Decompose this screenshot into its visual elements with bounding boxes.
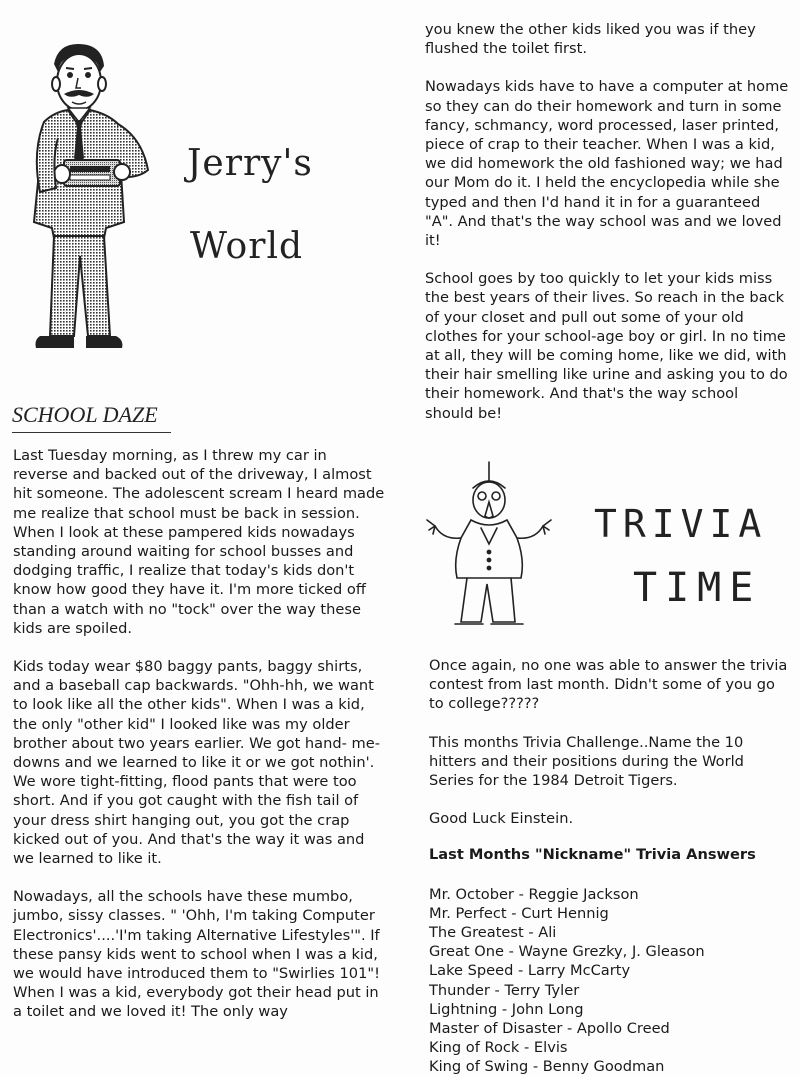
trivia-challenge: This months Trivia Challenge..Name the 10 hitters and their positions during the World Series for the 1984 Detroit Tigers. [429, 733, 744, 790]
list-item: Master of Disaster - Apollo Creed [429, 1020, 670, 1038]
right-column [425, 20, 791, 423]
list-item: The Greatest - Ali [429, 924, 557, 942]
article-paragraph: Nowadays, all the schools have these mumbo, jumbo, sissy classes. " 'Ohh, I'm taking Computer Electronics'....'I'm taking Alternative Lifestyles'". If these pansy kids went to school when I was a kid, we would have introduced them to "Swirlies 101"! When I was a kid, everybody got their head put in a toilet and we loved it! The only way [13, 888, 380, 1021]
masthead-title-line2: World [190, 226, 303, 267]
article-paragraph: School goes by too quickly to let your kids miss the best years of their lives. So reach in the back of your closet and pull out some of your old clothes for your school-age boy or girl. In no time at all, they will be coming home, like we did, with their hair smelling like urine and asking you to do their homework. And that's the way school should be! [425, 270, 788, 422]
shrugging-man-illustration [425, 460, 560, 640]
list-item: Lightning - John Long [429, 1000, 584, 1018]
article-paragraph: Kids today wear $80 baggy pants, baggy shirts, and a baseball cap backwards. "Ohh-hh, we want to look like all the other kids". When I was a kid, the only "other kid" I looked like was my older brother about two years earlier. We got hand- me-downs and we learned to like it or we got nothin'. We wore tight-fitting, flood pants that were too short. And if you got caught with the fish tail of your dress shirt hanging out, you got the crap kicked out of you. And that's the way it was and we learned to like it. [13, 658, 380, 868]
article-headline: SCHOOL DAZE [12, 402, 158, 427]
list-item: Mr. Perfect - Curt Hennig [429, 904, 609, 922]
left-column [13, 446, 385, 1022]
headline-underline [12, 432, 171, 433]
trivia-answers-heading: Last Months "Nickname" Trivia Answers [429, 846, 756, 864]
article-paragraph: you knew the other kids liked you was if they flushed the toilet first. [425, 21, 756, 58]
trivia-answers-list [429, 885, 791, 1077]
article-paragraph: Nowadays kids have to have a computer at home so they can do their homework and turn in some fancy, schmancy, word processed, laser printed, piece of crap to their teacher. When I was a kid, we did homework the old fashioned way; we had our Mom do it. I held the encyclopedia while she typed and then I'd hand it in for a guaranteed "A". And that's the way school was and we loved it! [425, 78, 789, 250]
trivia-section [429, 656, 791, 1077]
list-item: King of Swing - Benny Goodman [429, 1058, 665, 1076]
list-item: Mr. October - Reggie Jackson [429, 885, 639, 903]
trivia-title-line1: TRIVIA [594, 502, 768, 546]
masthead-title-line1: Jerry's [187, 143, 313, 184]
list-item: Lake Speed - Larry McCarty [429, 962, 631, 980]
list-item: Thunder - Terry Tyler [429, 981, 580, 999]
jerry-illustration [18, 42, 168, 354]
list-item: King of Rock - Elvis [429, 1039, 568, 1057]
list-item: Great One - Wayne Grezky, J. Gleason [429, 943, 705, 961]
trivia-intro: Once again, no one was able to answer the trivia contest from last month. Didn't some of you go to college????? [429, 657, 788, 713]
article-paragraph: Last Tuesday morning, as I threw my car in reverse and backed out of the driveway, I almost hit someone. The adolescent scream I heard made me realize that school must be back in session. When I look at these pampered kids nowadays standing around waiting for school busses and dodging traffic, I realize that today's kids don't know how good they have it. I'm more ticked off than a watch with no "tock" over the way these kids are spoiled. [13, 447, 385, 637]
trivia-title-line2: TIME [633, 565, 762, 611]
trivia-good-luck: Good Luck Einstein. [429, 810, 574, 828]
